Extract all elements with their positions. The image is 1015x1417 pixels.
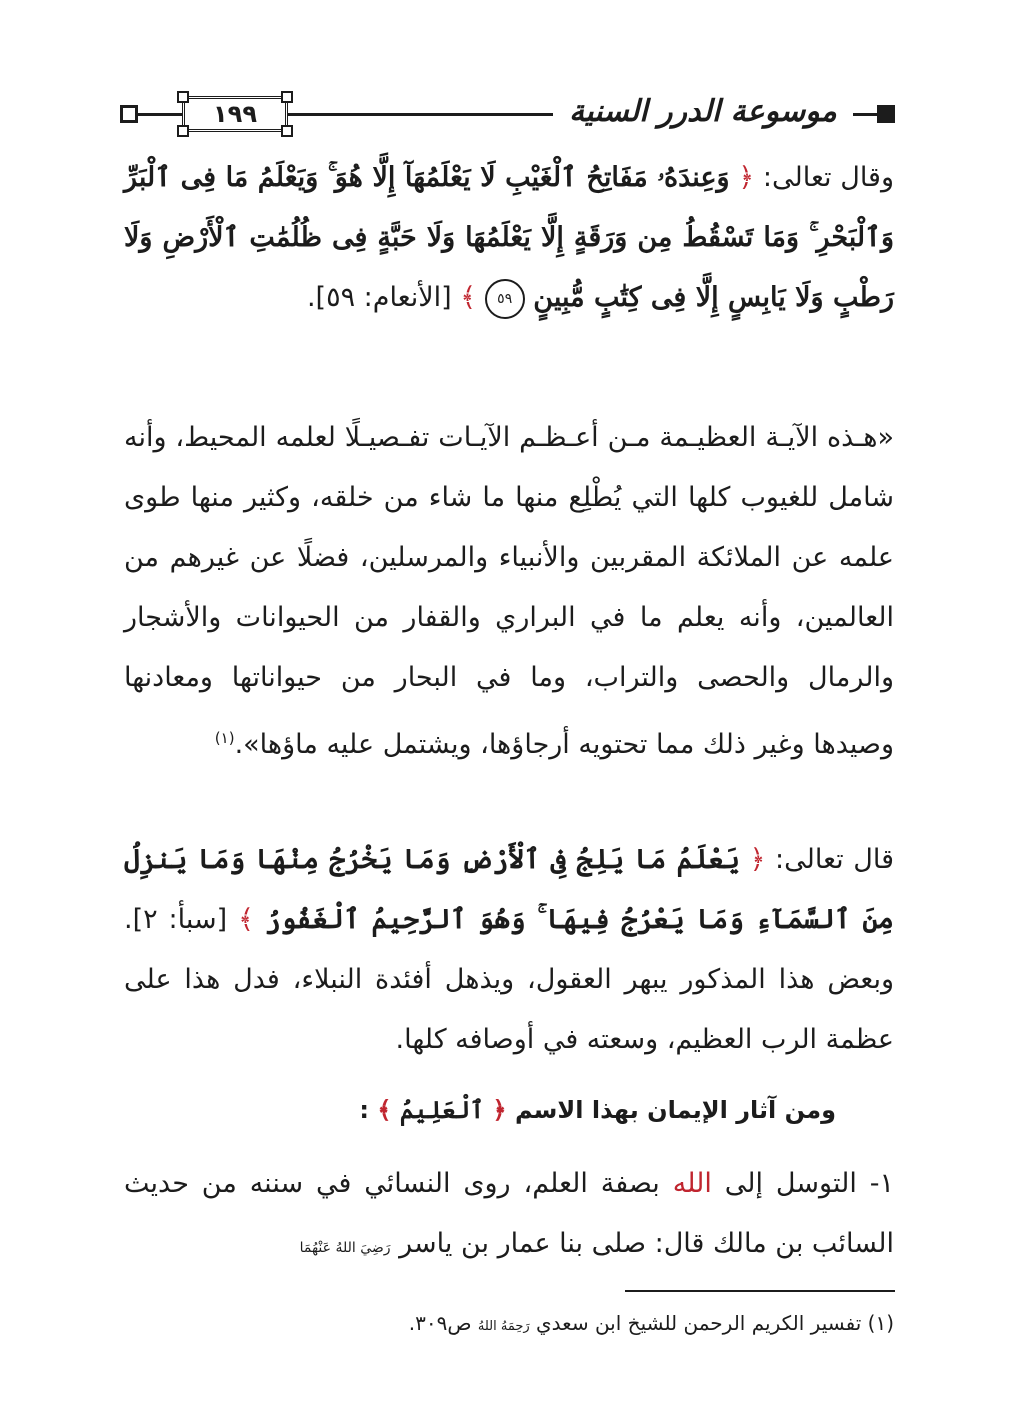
footnote-page: ص٣٠٩. [408,1311,472,1335]
paragraph-text: «هـذه الآيـة العظيـمة مـن أعـظـم الآيـات تفـصيـلًا لعلمه المحيط، وأنه شامل للغيوب كلها التي يُطْلِع منها ما شاء من خلقه، وكثير منها طوى علمه عن الملائكة المقربين والأنبياء والمرسلين، فضلًا عن غيرهم من العالمين، وأنه يعلم ما في البراري والقفار من الحيوانات والأشجار والرمال والحصى والتراب، وما في البحار من حيواناتها ومعادنها وصيدها وغير ذلك مما تحتويه أرجاؤها، ويشتمل عليه ماؤها». [124,422,894,760]
item-number: ١- [869,1168,894,1199]
footnote-number: (١) [867,1311,894,1335]
page-number: ١٩٩ [182,96,288,132]
quran-bracket-open: ﴿ [492,1096,507,1124]
quran-verse: وَعِندَهُۥ مَفَاتِحُ ٱلْغَيْبِ لَا يَعْلَمُهَآ إِلَّا هُوَ ۚ وَيَعْلَمُ مَا فِى ٱلْبَرِّ وَٱلْبَحْرِ ۚ وَمَا تَسْقُطُ مِن وَرَقَةٍ إِلَّا يَعْلَمُهَا وَلَا حَبَّةٍ فِى ظُلُمَٰتِ ٱلْأَرْضِ وَلَا رَطْبٍ وَلَا يَابِسٍ إِلَّا فِى كِتَٰبٍ مُّبِينٍ [124,162,894,313]
list-item [124,1154,894,1278]
divine-name: ٱلْعَلِيمُ [399,1095,485,1124]
verse-block-saba [124,830,894,1070]
honorific-ligature: رَحِمَهُ اللهُ [477,1319,530,1334]
verse-intro: قال تعالى: [775,844,894,875]
quran-bracket-open: ﴿ [738,162,755,193]
verse-citation: [سبأ: ٢]. [124,904,228,935]
heading-colon: : [359,1096,370,1124]
heading-text: ومن آثار الإيمان بهذا الاسم [514,1096,836,1124]
verse-citation: [الأنعام: ٥٩]. [306,282,452,313]
quran-bracket-close: ﴾ [460,282,477,313]
verse-commentary: وبعض هذا المذكور يبهر العقول، ويذهل أفئدة النبلاء، فدل هذا على عظمة الرب العظيم، وسعته في أوصافه كلها. [124,964,894,1055]
footnote-divider [625,1290,895,1292]
page-header [120,84,895,144]
header-square-left [120,105,138,123]
footnote-text: تفسير الكريم الرحمن للشيخ ابن سعدي [536,1311,862,1335]
footnote-ref: (١) [214,729,235,747]
header-square-right [877,105,895,123]
verse-number-marker: ٥٩ [485,279,525,319]
tafsir-paragraph [124,408,894,775]
verse-block-anam [124,148,894,328]
quran-bracket-close: ﴾ [238,904,254,935]
honorific-ligature: رَضِيَ اللهُ عَنْهُمَا [299,1240,391,1256]
book-title: موسوعة الدرر السنية [553,88,853,136]
verse-intro: وقال تعالى: [762,162,894,193]
footnote [124,1306,894,1344]
quran-verse: يَعْلَمُ مَا يَلِجُ فِى ٱلْأَرْضِ وَمَا يَخْرُجُ مِنْهَا وَمَا يَنزِلُ مِنَ ٱلسَّمَآءِ وَمَا يَعْرُجُ فِيهَا ۚ وَهُوَ ٱلرَّحِيمُ ٱلْغَفُورُ [124,844,894,935]
item-text-start: التوسل إلى [724,1168,857,1199]
allah-word: الله [672,1168,712,1199]
section-heading [124,1090,836,1130]
quran-bracket-close: ﴾ [377,1096,392,1124]
item-text-rest: بصفة العلم، روى النسائي في سننه من حديث السائب بن مالك قال: صلى بنا عمار بن ياسر [124,1168,894,1259]
quran-bracket-open: ﴿ [749,844,766,875]
